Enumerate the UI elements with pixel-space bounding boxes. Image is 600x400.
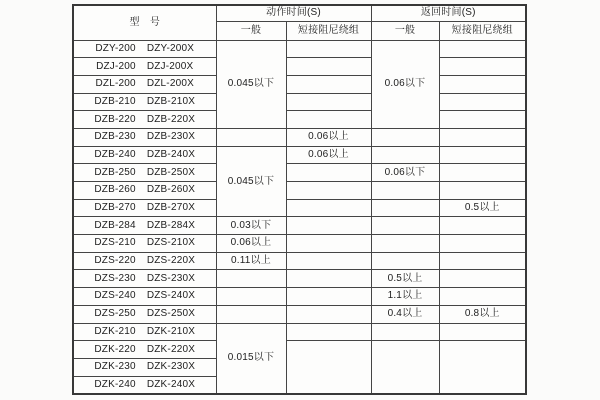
model-cell (73, 358, 216, 376)
model-x-variant: DZK-220X (146, 343, 196, 355)
action-damping-cell (286, 58, 371, 76)
table-row (73, 252, 526, 270)
action-general-cell (216, 305, 286, 323)
action-damping-cell (286, 182, 371, 200)
return-general-header: 一般 (371, 21, 439, 40)
table-row (73, 288, 526, 306)
model-x-variant: DZB-270X (146, 202, 196, 214)
model-base: DZB-210 (94, 95, 136, 107)
return-damping-cell (439, 111, 526, 129)
return-general-cell (371, 128, 439, 146)
model-x-variant: DZS-240X (146, 290, 196, 302)
model-x-variant: DZB-220X (146, 113, 196, 125)
model-x-variant: DZB-240X (146, 148, 196, 160)
model-base: DZB-260 (94, 184, 136, 196)
model-x-variant: DZB-284X (146, 219, 196, 231)
return-general-cell: 0.5以上 (371, 270, 439, 288)
return-damping-cell (439, 58, 526, 76)
table-row (73, 128, 526, 146)
model-cell (73, 252, 216, 270)
model-header: 型 号 (73, 5, 216, 40)
return-general-cell (371, 323, 439, 341)
return-general-cell: 0.4以上 (371, 305, 439, 323)
action-damping-cell (286, 199, 371, 217)
action-damping-cell (286, 75, 371, 93)
model-cell (73, 164, 216, 182)
model-base: DZS-230 (94, 272, 136, 284)
model-x-variant: DZK-240X (146, 378, 196, 390)
model-cell (73, 217, 216, 235)
action-general-cell (216, 128, 286, 146)
model-base: DZB-240 (94, 148, 136, 160)
return-damping-cell (439, 128, 526, 146)
model-x-variant: DZK-230X (146, 361, 196, 373)
model-base: DZB-220 (94, 113, 136, 125)
table-row (73, 164, 526, 182)
model-base: DZK-230 (94, 361, 136, 373)
return-general-cell (371, 235, 439, 253)
return-damping-cell: 0.8以上 (439, 305, 526, 323)
model-cell (73, 305, 216, 323)
action-general-cell: 0.045以下 (216, 146, 286, 217)
model-x-variant: DZS-230X (146, 272, 196, 284)
model-cell (73, 93, 216, 111)
table-row (73, 146, 526, 164)
return-damping-cell (439, 146, 526, 164)
model-cell (73, 376, 216, 394)
action-damping-cell: 0.06以上 (286, 146, 371, 164)
action-damping-cell (286, 235, 371, 253)
action-damping-cell (286, 288, 371, 306)
model-cell (73, 199, 216, 217)
model-base: DZB-250 (94, 166, 136, 178)
action-damping-header: 短接阻尼绕组 (286, 21, 371, 40)
model-base: DZL-200 (95, 78, 136, 90)
model-x-variant: DZY-200X (146, 42, 195, 54)
table-row (73, 75, 526, 93)
action-damping-cell (286, 270, 371, 288)
model-x-variant: DZL-200X (146, 78, 194, 90)
model-x-variant: DZB-230X (146, 131, 196, 143)
model-base: DZB-230 (94, 131, 136, 143)
return-damping-cell (439, 40, 526, 58)
model-cell (73, 323, 216, 341)
return-damping-cell (439, 164, 526, 182)
model-x-variant: DZS-220X (146, 255, 196, 267)
action-general-cell: 0.03以下 (216, 217, 286, 235)
model-cell (73, 111, 216, 129)
model-x-variant: DZK-210X (146, 325, 196, 337)
action-general-cell (216, 270, 286, 288)
return-damping-cell (439, 93, 526, 111)
action-general-header: 一般 (216, 21, 286, 40)
action-general-cell: 0.045以下 (216, 40, 286, 128)
model-x-variant: DZB-250X (146, 166, 196, 178)
action-damping-cell: 0.06以上 (286, 128, 371, 146)
return-damping-cell (439, 182, 526, 200)
table-row (73, 217, 526, 235)
relay-timing-table (72, 4, 527, 395)
return-time-header: 返回时间(S) (371, 5, 526, 21)
model-cell (73, 182, 216, 200)
action-general-cell (216, 288, 286, 306)
table-row (73, 341, 526, 359)
action-general-cell: 0.06以上 (216, 235, 286, 253)
model-cell (73, 128, 216, 146)
return-damping-cell: 0.5以上 (439, 199, 526, 217)
table-row (73, 111, 526, 129)
model-base: DZJ-200 (96, 60, 136, 72)
model-cell (73, 288, 216, 306)
action-general-cell: 0.11以上 (216, 252, 286, 270)
model-cell (73, 40, 216, 58)
table-row (73, 93, 526, 111)
return-general-cell (371, 146, 439, 164)
model-x-variant: DZS-210X (146, 237, 196, 249)
action-damping-cell (286, 217, 371, 235)
return-general-cell (371, 199, 439, 217)
model-cell (73, 235, 216, 253)
action-damping-cell (286, 323, 371, 341)
return-damping-cell (439, 235, 526, 253)
model-base: DZS-210 (94, 237, 136, 249)
model-cell (73, 341, 216, 359)
table-row (73, 199, 526, 217)
model-base: DZS-220 (94, 255, 136, 267)
return-general-cell (371, 341, 439, 394)
model-cell (73, 75, 216, 93)
model-cell (73, 270, 216, 288)
model-x-variant: DZB-260X (146, 184, 196, 196)
table-row (73, 58, 526, 76)
model-base: DZK-210 (94, 325, 136, 337)
table-row (73, 270, 526, 288)
model-base: DZS-240 (94, 290, 136, 302)
return-general-cell (371, 252, 439, 270)
model-base: DZB-270 (94, 202, 136, 214)
action-damping-cell (286, 111, 371, 129)
model-base: DZS-250 (94, 308, 136, 320)
action-damping-cell (286, 93, 371, 111)
model-x-variant: DZJ-200X (146, 60, 194, 72)
return-general-cell: 0.06以下 (371, 40, 439, 128)
model-base: DZK-220 (94, 343, 136, 355)
return-damping-cell (439, 288, 526, 306)
return-general-cell (371, 182, 439, 200)
action-damping-cell (286, 305, 371, 323)
model-base: DZK-240 (94, 378, 136, 390)
return-general-cell: 0.06以下 (371, 164, 439, 182)
action-general-cell: 0.015以下 (216, 323, 286, 394)
action-damping-cell (286, 252, 371, 270)
table-row (73, 305, 526, 323)
return-damping-cell (439, 323, 526, 341)
table-row (73, 235, 526, 253)
model-base: DZB-284 (94, 219, 136, 231)
model-cell (73, 146, 216, 164)
return-damping-cell (439, 75, 526, 93)
model-cell (73, 58, 216, 76)
return-damping-cell (439, 270, 526, 288)
return-general-cell: 1.1以上 (371, 288, 439, 306)
return-general-cell (371, 217, 439, 235)
return-damping-cell (439, 252, 526, 270)
table-row (73, 182, 526, 200)
action-damping-cell (286, 341, 371, 394)
model-x-variant: DZS-250X (146, 308, 196, 320)
return-damping-cell (439, 217, 526, 235)
model-base: DZY-200 (95, 42, 136, 54)
header-row-groups (73, 5, 526, 21)
action-damping-cell (286, 40, 371, 58)
return-damping-header: 短接阻尼绕组 (439, 21, 526, 40)
action-time-header: 动作时间(S) (216, 5, 371, 21)
table-row (73, 323, 526, 341)
table-row (73, 40, 526, 58)
action-damping-cell (286, 164, 371, 182)
return-damping-cell (439, 341, 526, 394)
model-x-variant: DZB-210X (146, 95, 196, 107)
